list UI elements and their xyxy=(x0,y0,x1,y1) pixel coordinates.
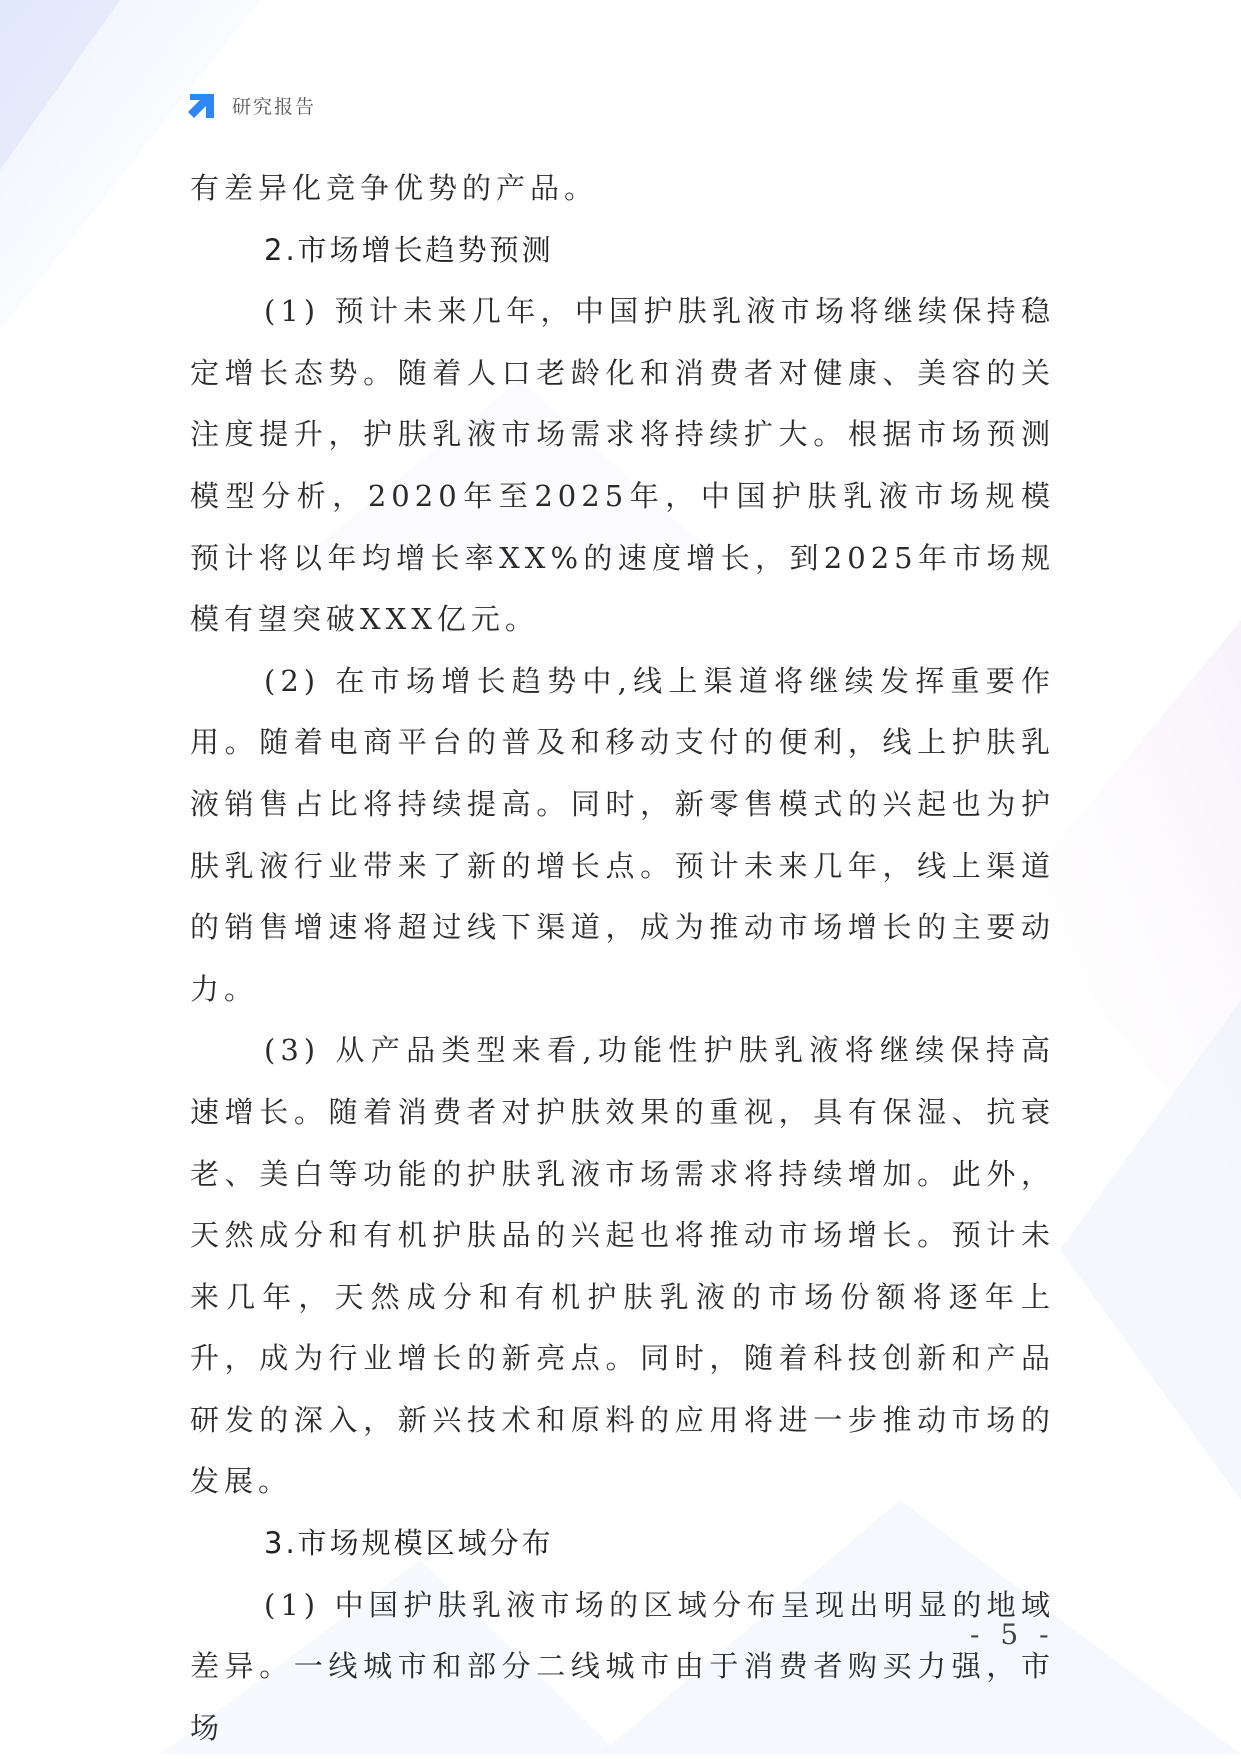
arrow-up-right-icon xyxy=(186,88,220,122)
section-heading-2: 2.市场增长趋势预测 xyxy=(264,232,554,267)
paragraph-2-1: (1) 预计未来几年，中国护肤乳液市场将继续保持稳定增长态势。随着人口老龄化和消费者对健康、美容的关注度提升，护肤乳液市场需求将持续扩大。根据市场预测模型分析，2020年至2025年，中国护肤乳液市场规模预计将以年均增长率XX%的速度增长，到2025年市场规模有望突破XXX亿元。 xyxy=(190,294,1055,637)
paragraph-3-1: (1) 中国护肤乳液市场的区域分布呈现出明显的地域差异。一线城市和部分二线城市由于消费者购买力强，市场 xyxy=(190,1587,1055,1745)
paragraph-continuation: 有差异化竞争优势的产品。 xyxy=(190,171,599,205)
section-heading-3: 3.市场规模区域分布 xyxy=(264,1526,554,1561)
page-number: - 5 - xyxy=(970,1618,1055,1651)
document-body xyxy=(190,158,1055,1759)
paragraph-2-2: (2) 在市场增长趋势中,线上渠道将继续发挥重要作用。随着电商平台的普及和移动支付的便利，线上护肤乳液销售占比将持续提高。同时，新零售模式的兴起也为护肤乳液行业带来了新的增长点。预计未来几年，线上渠道的销售增速将超过线下渠道，成为推动市场增长的主要动力。 xyxy=(190,663,1055,1006)
header-title: 研究报告 xyxy=(232,95,317,118)
paragraph-2-3: (3) 从产品类型来看,功能性护肤乳液将继续保持高速增长。随着消费者对护肤效果的重视，具有保湿、抗衰老、美白等功能的护肤乳液市场需求将持续增加。此外，天然成分和有机护肤品的兴起也将推动市场增长。预计未来几年，天然成分和有机护肤乳液的市场份额将逐年上升，成为行业增长的新亮点。同时，随着科技创新和产品研发的深入，新兴技术和原料的应用将进一步推动市场的发展。 xyxy=(190,1033,1055,1499)
report-header xyxy=(186,87,316,123)
